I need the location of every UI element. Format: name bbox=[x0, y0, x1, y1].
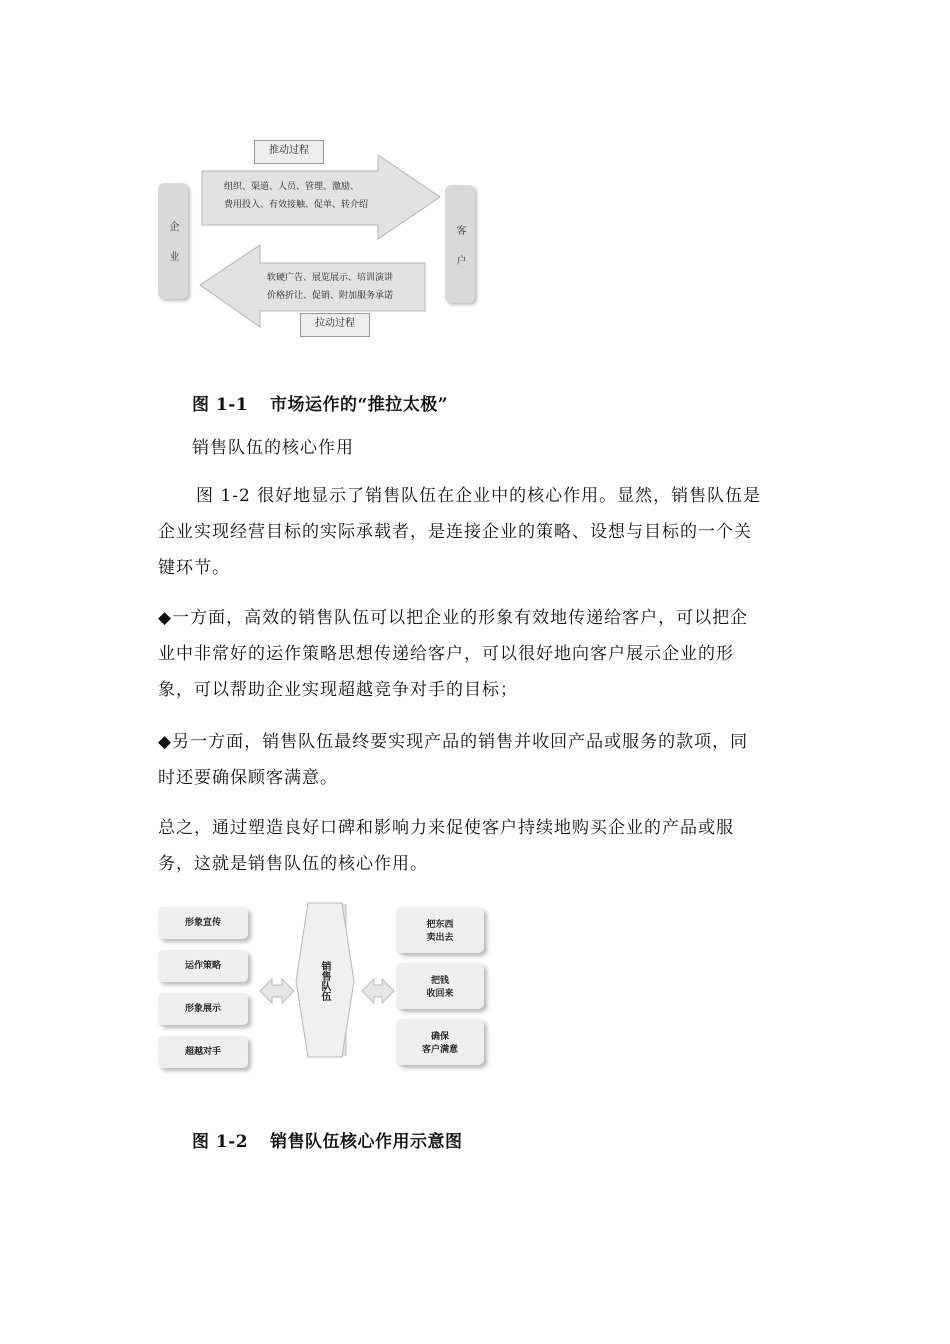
left-item-surpass-rivals: 超越对手 bbox=[158, 1036, 248, 1068]
right-item-line: 卖出去 bbox=[426, 933, 454, 943]
right-item-line: 收回来 bbox=[426, 989, 454, 999]
paragraph-line: 象，可以帮助企业实现超越竞争对手的目标； bbox=[158, 680, 518, 700]
push-text-line: 组织、渠道、人员、管理、激励、 bbox=[224, 182, 360, 192]
paragraph-line: 企业实现经营目标的实际承载者，是连接企业的策略、设想与目标的一个关 bbox=[158, 522, 752, 542]
paragraph-2 bbox=[158, 600, 818, 708]
right-item-customer-satisfaction bbox=[396, 1019, 484, 1065]
right-item-line: 确保 bbox=[430, 1032, 449, 1042]
figure-1-caption-number: 图 1-1 bbox=[192, 395, 249, 415]
left-item-image-display: 形象展示 bbox=[158, 993, 248, 1025]
right-item-collect-money bbox=[396, 963, 484, 1009]
paragraph-line: 务，这就是销售队伍的核心作用。 bbox=[158, 854, 428, 874]
paragraph-line: 图 1-2 很好地显示了销售队伍在企业中的核心作用。显然，销售队伍是 bbox=[196, 486, 762, 506]
left-item-operation-strategy: 运作策略 bbox=[158, 950, 248, 982]
right-item-line: 把东西 bbox=[426, 920, 454, 930]
paragraph-line: ◆另一方面，销售队伍最终要实现产品的销售并收回产品或服务的款项，同 bbox=[158, 732, 749, 752]
right-item-line: 客户满意 bbox=[421, 1045, 458, 1055]
paragraph-line: 业中非常好的运作策略思想传递给客户，可以很好地向客户展示企业的形 bbox=[158, 644, 734, 664]
right-item-sell bbox=[396, 907, 484, 953]
right-item-line: 把钱 bbox=[430, 976, 449, 986]
figure-1-caption-title: 市场运作的“推拉太极” bbox=[270, 395, 449, 415]
pull-text bbox=[267, 269, 393, 305]
enterprise-label: 企业 bbox=[167, 221, 178, 281]
push-text bbox=[224, 178, 368, 214]
pull-process-label: 拉动过程 bbox=[300, 313, 370, 337]
figure-2-caption-number: 图 1-2 bbox=[192, 1132, 249, 1152]
figure-1-push-pull-diagram bbox=[150, 135, 485, 345]
left-item-image-promotion: 形象宣传 bbox=[158, 907, 248, 939]
paragraph-3 bbox=[158, 724, 818, 796]
paragraph-line: 时还要确保顾客满意。 bbox=[158, 768, 338, 788]
figure-1-caption bbox=[192, 390, 448, 415]
section-heading: 销售队伍的核心作用 bbox=[192, 438, 354, 458]
paragraph-line: 键环节。 bbox=[158, 558, 230, 578]
paragraph-line: ◆一方面，高效的销售队伍可以把企业的形象有效地传递给客户，可以把企 bbox=[158, 608, 749, 628]
push-text-line: 费用投入、有效接触、促单、转介绍 bbox=[224, 200, 369, 210]
figure-2-sales-team-diagram bbox=[150, 895, 495, 1075]
left-double-arrow-icon bbox=[260, 979, 294, 1003]
pull-text-line: 软硬广告、展览展示、培训演讲 bbox=[267, 273, 394, 283]
paragraph-4 bbox=[158, 810, 818, 882]
paragraph-1 bbox=[158, 478, 818, 586]
right-double-arrow-icon bbox=[362, 979, 394, 1003]
customer-box bbox=[445, 185, 475, 303]
figure-2-caption bbox=[192, 1127, 463, 1152]
push-process-label: 推动过程 bbox=[254, 140, 324, 164]
figure-2-caption-title: 销售队伍核心作用示意图 bbox=[270, 1132, 463, 1152]
center-sales-team-label: 销售队伍 bbox=[319, 961, 330, 1001]
enterprise-box bbox=[158, 183, 188, 299]
customer-label: 客户 bbox=[454, 225, 465, 285]
pull-text-line: 价格折让、促销、附加服务承诺 bbox=[267, 291, 394, 301]
paragraph-line: 总之，通过塑造良好口碑和影响力来促使客户持续地购买企业的产品或服 bbox=[158, 818, 734, 838]
